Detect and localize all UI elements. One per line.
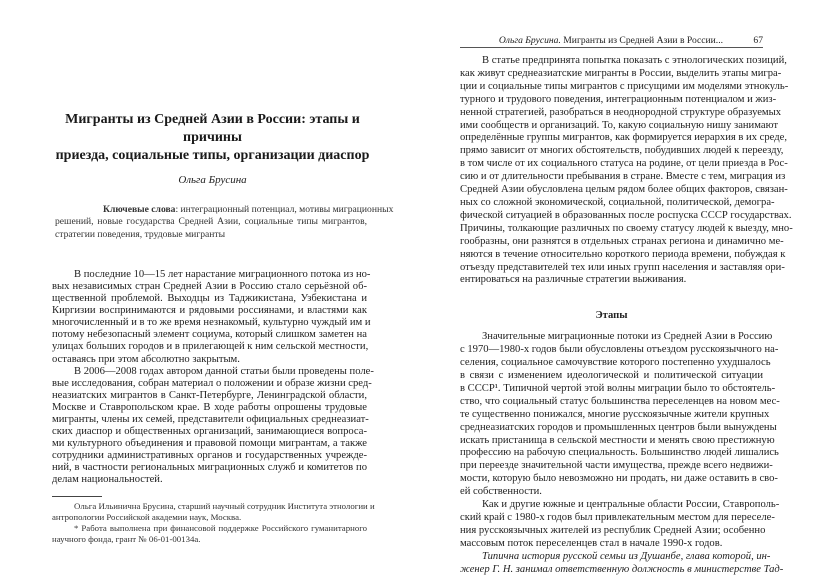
text-line: Как и другие южные и центральные области России, Ставрополь- — [482, 499, 780, 511]
text-line: Значительные миграционные потоки из Средней Азии в Россию — [482, 331, 773, 343]
text-line: ния русскоязычных жителей из республик Средней Азии; особенно — [460, 524, 766, 536]
left-page — [52, 111, 394, 545]
text-line: прямо зависит от многих обстоятельств, побудивших людей к переезду, — [460, 145, 784, 157]
text-line: Москве и Ставропольском крае. В ходе работы опрошены трудовые — [52, 401, 367, 413]
text-line: определённые группы мигрантов, как формируется иерархия в их среде, — [460, 132, 787, 144]
running-header — [460, 34, 763, 48]
running-header-author: Ольга Брусина. — [498, 35, 561, 46]
text-line: ский край с 1980-х годов был привлекательным местом для переселе- — [460, 512, 775, 523]
keywords-line — [55, 204, 394, 216]
keywords-line: стратегии поведения, трудовые мигранты — [55, 228, 226, 240]
article-title-line: Мигранты из Средней Азии в России: этапы и причины — [65, 112, 360, 145]
text-line: Ольга Ильинична Брусина, старший научный сотрудник Института этнологии и — [74, 500, 375, 511]
text-line: искать пристанища в сельской местности и менять свою престижную — [460, 434, 775, 446]
text-line: научного фонда, грант № 06-01-00134а. — [52, 533, 201, 544]
paragraph — [52, 365, 374, 487]
text-line: вые исследования, собран материал о положении и образе жизни сред- — [52, 377, 372, 389]
text-line: среднеазиатских городов и промышленных центров были вынуждены — [460, 421, 777, 433]
text-line: в связи с изменением идеологической и политической ситуации — [460, 370, 763, 382]
text-line: улицах больших городов и в прилегающей к ним сельской местности, — [52, 341, 369, 353]
text-line: оставаясь при этом абсолютно закрытым. — [52, 353, 240, 365]
footnote-divider — [52, 496, 102, 497]
text-line: ных со сложной экономической, социальной, политической, демогра- — [460, 196, 775, 208]
text-line: щественной проблемой. Выходцы из Таджикистана, Узбекистана и — [52, 293, 367, 305]
text-line: ство, что социальный статус большинства переселенцев на новом мес- — [460, 395, 780, 407]
running-header-text — [499, 34, 723, 47]
paragraph — [460, 499, 780, 551]
article-title — [40, 111, 385, 165]
text-line: В статье предпринята попытка показать с этнологических позиций, — [482, 55, 787, 66]
text-line: в СССР¹. Типичной чертой этой волны миграции было то обстоятель- — [460, 382, 776, 394]
text-line: делам национальностей. — [52, 474, 163, 486]
text-line: няются в течение относительно короткого периода времени, побуждая к — [460, 248, 786, 260]
footnote — [52, 500, 375, 523]
text-line: гообразны, они разнятся в отдельных странах региона и динамично ме- — [460, 235, 784, 247]
keywords-line: решений, новые государства Средней Азии, социальные типы мигрантов, — [55, 216, 367, 228]
text-line: неазиатских мигрантов в Санкт-Петербурге, Ленинградской области, — [52, 389, 367, 401]
text-line: мигранты, члены их семей, представители официальных среднеазиат- — [52, 414, 369, 426]
text-line: ний, в частности региональных миграционных служб и комитетов по — [52, 462, 367, 474]
text-line: ентироваться на различные стратегии выживания. — [460, 274, 687, 286]
text-line: * Работа выполнена при финансовой поддержке Российского гуманитарного — [74, 522, 367, 533]
text-line: ции и социальные типы мигрантов с присущими им моделями этнокуль- — [460, 80, 789, 92]
text-line: Причины, толкающие различных по своему статусу людей к выезду, мно- — [460, 222, 793, 234]
paragraph — [460, 331, 780, 499]
text-line: в том числе от их социального статуса на родине, от цели приезда в Рос- — [460, 158, 788, 170]
text-line: с 1970—1980-х годов были обусловлены отъездом русскоязычного на- — [460, 344, 779, 356]
text-line: ских диаспор и общественных организаций, занимающиеся вопроса- — [52, 426, 367, 438]
text-line: сотрудники административных органов и государственных учрежде- — [52, 450, 367, 462]
paragraph — [52, 268, 371, 366]
page-number: 67 — [753, 35, 763, 46]
text-line: ненной стратегией, разобраться в неоднородной структуре образуемых — [460, 106, 782, 118]
section-heading: Этапы — [595, 310, 628, 322]
text-line: многочисленный и в то же время незнакомый, культурно чуждый им и — [52, 317, 371, 329]
article-title-line: приезда, социальные типы, организации диаспор — [55, 148, 370, 163]
paragraph — [460, 55, 793, 287]
paragraph-italic — [460, 550, 784, 577]
text-line: В 2006—2008 годах автором данной статьи были проведены поле- — [74, 365, 374, 377]
text-line: Средней Азии обусловлена целым рядом более общих факторов, связан- — [460, 184, 788, 196]
keywords-text: : интеграционный потенциал, мотивы миграционных — [175, 204, 394, 215]
article-author: Ольга Брусина — [178, 174, 247, 186]
text-line: ими сообществ и организаций. То, какую социальную нишу занимают — [460, 119, 778, 131]
text-line: ей собственности. — [460, 486, 542, 498]
text-line: те существенно понижался, многие русскоязычные жители крупных — [460, 408, 770, 420]
text-line: вых независимых стран Средней Азии в Россию стало серьёзной об- — [52, 280, 367, 292]
text-line: В последние 10—15 лет нарастание миграционного потока из но- — [74, 268, 371, 280]
text-line: фической ситуацией в образованных после роспуска СССР государствах. — [460, 209, 792, 221]
text-line: женер Г. Н. занимал ответственную должность в министерстве Тад- — [460, 563, 784, 575]
text-line: ми культурного объединения и правовой помощи мигрантам, а также — [52, 438, 367, 450]
text-line: Типична история русской семьи из Душанбе, глава которой, ин- — [482, 550, 771, 562]
text-line: сию и от длительности пребывания в стране. Вместе с тем, миграция из — [460, 171, 786, 183]
footnote — [52, 523, 367, 545]
text-line: селения, социальное самочувствие которого постепенно ухудшалось — [460, 357, 771, 369]
text-line: мости, которую было невозможно ни продать, ни даже оставить в сво- — [460, 473, 778, 485]
text-line: антропологии Российской академии наук, Москва. — [52, 511, 242, 522]
running-header-title: Мигранты из Средней Азии в России... — [563, 35, 723, 46]
text-line: профессию на рабочую специальность. Большинство людей лишались — [460, 447, 779, 459]
text-line: как живут среднеазиатские мигранты в России, выделить этапы мигра- — [460, 67, 782, 79]
right-page — [460, 34, 793, 577]
text-line: отъезду представителей тех или иных групп населения и заставляя ори- — [460, 261, 785, 273]
text-line: массовым поток переселенцев стал в начале 1990-х годов. — [460, 537, 723, 549]
text-line: потому небезопасный элемент социума, который слишком заметен на — [52, 329, 367, 341]
keywords-label: Ключевые слова — [103, 204, 176, 215]
footnotes — [52, 500, 375, 545]
text-line: Киргизии воспринимаются и рядовыми россиянами, и властями как — [52, 305, 367, 317]
keywords-block — [55, 204, 394, 241]
text-line: при переезде значительной части имущества, прежде всего недвижи- — [460, 460, 773, 472]
text-line: турного и трудового поведения, интеграционным потенциалом и жиз- — [460, 93, 777, 105]
